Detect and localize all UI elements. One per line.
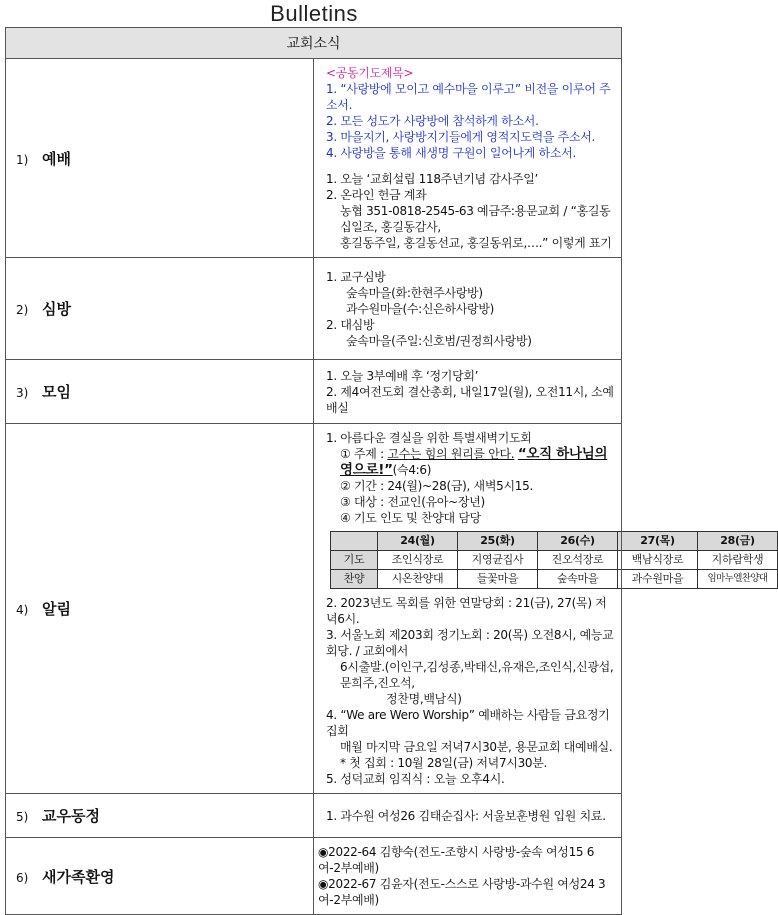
- account-line: 홍길동주일, 홍길동선교, 홍길동위로,….” 이렇게 표기: [340, 236, 612, 250]
- prayer-title: <공동기도제목>: [326, 66, 414, 80]
- schedule-cell: 지영균집사: [458, 551, 538, 570]
- table-row: [331, 551, 778, 570]
- worship-item: 1. 오늘 ‘교회설립 118주년기념 감사주일’: [326, 172, 539, 186]
- prayer-item: 3. 마을지기, 사랑방지기들에게 영적지도력을 주소서.: [326, 130, 596, 144]
- notice-line: 1. 아름다운 결실을 위한 특별새벽기도회: [326, 431, 532, 445]
- meeting-line: 2. 제4여전도회 결산총회, 내일17일(월), 오전11시, 소예배실: [326, 384, 614, 415]
- theme-main: 고수는 힘의 원리를 안다.: [387, 447, 515, 461]
- visit-line: 1. 교구심방: [326, 269, 386, 284]
- newfamily-line: ◉2022-67 김윤자(전도-스스로 사랑방-과수원 여성24 3여-2부예배): [318, 877, 606, 907]
- schedule-cell: 과수원마을: [618, 570, 698, 589]
- table-row: [331, 570, 778, 589]
- section-content-newfamily: [314, 838, 622, 915]
- visit-line: 과수원마을(수:신은하사랑방): [346, 301, 495, 316]
- theme-quote: “오직 하나님의 영으로!”: [340, 446, 608, 478]
- prayer-item: 2. 모든 성도가 사랑방에 참석하게 하소서.: [326, 114, 539, 128]
- section-number: 1): [16, 152, 29, 167]
- schedule-cell: 지하람학생: [698, 551, 778, 570]
- visit-line: 숲속마을(주일:신호범/권정희사랑방): [346, 333, 532, 348]
- schedule-row-head: 기도: [331, 551, 378, 570]
- notice-line: 6시출발.(이인구,김성종,박태신,유재은,조인식,신광섭,문희주,진오석,: [340, 660, 614, 690]
- section-number: 4): [16, 603, 29, 617]
- schedule-cell: 숲속마을: [538, 570, 618, 589]
- section-label-worship: [6, 59, 314, 258]
- section-title: 모임: [42, 383, 71, 401]
- section-label-meeting: [6, 360, 314, 424]
- section-number: 3): [16, 386, 29, 400]
- table-header: 교회소식: [6, 28, 622, 59]
- notice-line: 4. “We are Wero Worship” 예배하는 사람들 금요정기집회: [326, 708, 610, 738]
- notice-line: * 첫 집회 : 10월 28일(금) 저녁7시30분.: [340, 756, 548, 770]
- section-title: 심방: [42, 300, 71, 318]
- theme-prefix: ① 주제 :: [340, 447, 384, 461]
- section-label-newfamily: [6, 838, 314, 915]
- section-label-visit: [6, 258, 314, 360]
- schedule-corner: [331, 532, 378, 551]
- schedule-day: 24(월): [378, 532, 458, 551]
- account-line: 농협 351-0818-2545-63 예금주:용문교회 / “홍길동십일조, 홍길동감사,: [340, 204, 611, 234]
- schedule-cell: 임마누엘찬양대: [698, 570, 778, 589]
- schedule-cell: 진오석장로: [538, 551, 618, 570]
- notice-line: ④ 기도 인도 및 찬양대 담당: [340, 511, 481, 525]
- section-title: 새가족환영: [42, 867, 115, 886]
- schedule-day: 25(화): [458, 532, 538, 551]
- section-content-meeting: [314, 360, 622, 424]
- bulletin-table: [5, 27, 768, 915]
- notice-line: 매월 마지막 금요일 저녁7시30분, 용문교회 대예배실.: [340, 740, 613, 754]
- theme-ref: (슥4:6): [392, 463, 432, 477]
- visit-line: 2. 대심방: [326, 317, 375, 332]
- members-line: 1. 과수원 여성26 김태순집사: 서울보훈병원 입원 치료.: [326, 808, 606, 823]
- schedule-cell: 시온찬양대: [378, 570, 458, 589]
- notice-line: 2. 2023년도 목회를 위한 연말당회 : 21(금), 27(목) 저녁6시.: [326, 596, 607, 626]
- notice-line: 3. 서울노회 제203회 정기노회 : 20(목) 오전8시, 예능교회당. / 교회에서: [326, 628, 614, 658]
- prayer-item: 4. 사랑방을 통해 새생명 구원이 일어나게 하소서.: [326, 146, 577, 160]
- section-title: 알림: [42, 600, 71, 618]
- newfamily-line: ◉2022-64 김향숙(전도-조향시 사랑방-숲속 여성15 6여-2부예배): [318, 845, 595, 875]
- section-number: 6): [16, 870, 29, 885]
- schedule-cell: 조인식장로: [378, 551, 458, 570]
- notice-line: 5. 성덕교회 임직식 : 오늘 오후4시.: [326, 772, 505, 786]
- notice-line: ② 기간 : 24(월)~28(금), 새벽5시15.: [340, 479, 533, 493]
- schedule-day: 27(목): [618, 532, 698, 551]
- notice-theme: [326, 446, 615, 478]
- section-title: 예배: [42, 149, 71, 168]
- schedule-cell: 들꽃마을: [458, 570, 538, 589]
- section-label-members: [6, 794, 314, 838]
- section-content-members: [314, 794, 622, 838]
- notice-line: 정찬명,백남식): [386, 692, 462, 706]
- section-content-notice: [314, 424, 768, 794]
- schedule-day: 28(금): [698, 532, 778, 551]
- visit-line: 숲속마을(화:한현주사랑방): [346, 285, 483, 300]
- schedule-cell: 백남식장로: [618, 551, 698, 570]
- section-content-visit: [314, 258, 622, 360]
- schedule-table: [330, 531, 778, 589]
- prayer-item: 1. “사랑방에 모이고 예수마을 이루고” 비전을 이루어 주소서.: [326, 82, 611, 112]
- meeting-line: 1. 오늘 3부예배 후 ‘정기당회’: [326, 368, 479, 383]
- notice-line: ③ 대상 : 전교인(유아~장년): [340, 495, 485, 509]
- section-title: 교우동정: [42, 807, 100, 825]
- section-number: 2): [16, 303, 29, 317]
- section-label-notice: [6, 424, 314, 794]
- page-title: Bulletins: [270, 1, 358, 26]
- schedule-day: 26(수): [538, 532, 618, 551]
- section-content-worship: [314, 59, 622, 258]
- prayer-list: [326, 65, 615, 161]
- section-number: 5): [16, 810, 29, 824]
- worship-item: 2. 온라인 헌금 계좌: [326, 188, 427, 202]
- schedule-row-head: 찬양: [331, 570, 378, 589]
